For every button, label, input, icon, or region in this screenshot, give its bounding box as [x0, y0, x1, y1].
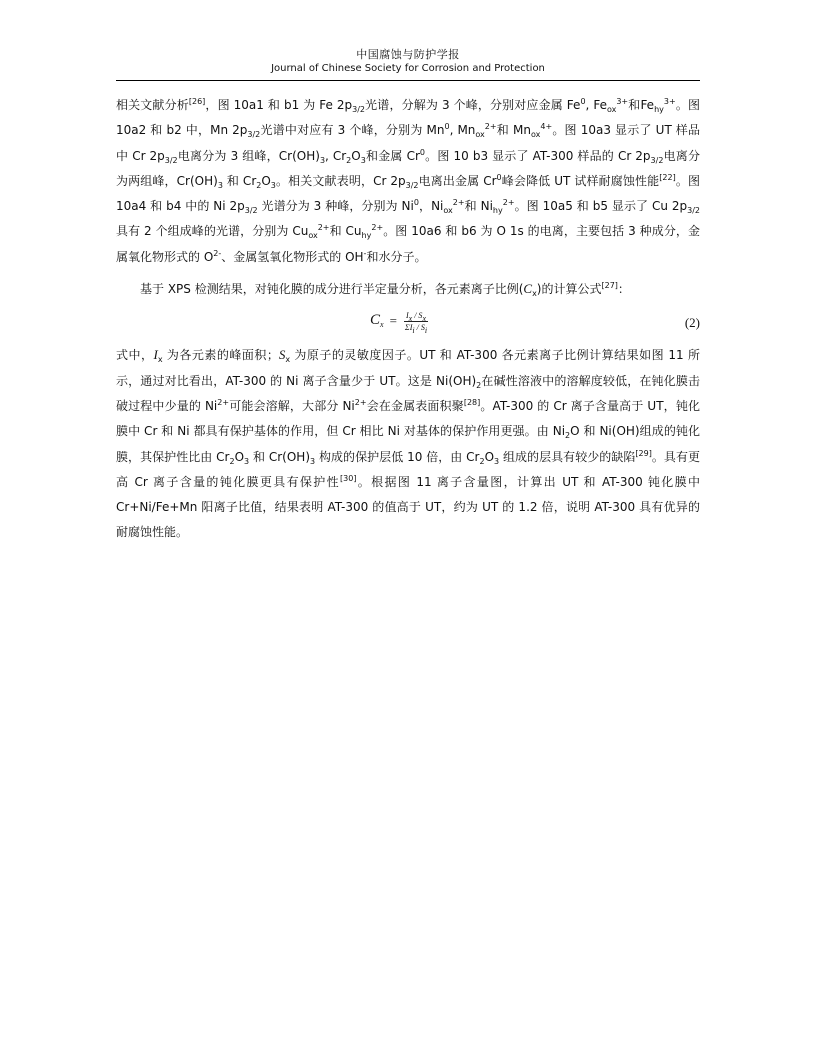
running-header	[116, 48, 700, 76]
equation-body: $C_x$ = $\frac{I_x / S_x}{\Sigma I_i / S_i}$	[370, 310, 428, 335]
equation-fraction: $\frac{I_x / S_x}{\Sigma I_i / S_i}$	[404, 310, 428, 335]
citation: [30]	[340, 473, 357, 483]
equation-2	[116, 304, 700, 340]
paragraph-results-discussion: 式中，$I_x$ 为各元素的峰面积；$S_x$ 为原子的灵敏度因子。UT 和 AT-300 各元素离子比例计算结果如图 11 所示，通过对比看出，AT-300 的 Ni 离子含量少于 UT。这是 $Ni(OH)_2$在碱性溶液中的溶解度较低，在钝化膜击破过程中少量的 $Ni^{2+}$可能会溶解，大部分 $Ni^{2+}$会在金属表面积聚[28]。AT-300 的 Cr 离子含量高于 UT，钝化膜中 Cr 和 Ni 都具有保护基体的作用，但 Cr 相比 Ni 对基体的保护作用更强。由 $Ni_2O$ 和 Ni(OH)组成的钝化膜，其保护性比由 $Cr_2O_3$ 和 $Cr(OH)_3$ 构成的保护层低 10 倍，由 $Cr_2O_3$ 组成的层具有较少的缺陷[29]。具有更高 Cr 离子含量的钝化膜更具有保护性[30]。根据图 11 离子含量图，计算出 UT 和 AT-300 钝化膜中 Cr+Ni/Fe+Mn 阳离子比值，结果表明 AT-300 的值高于 UT，约为 UT 的 1.2 倍，说明 AT-300 具有优异的耐腐蚀性能。	[116, 347, 701, 540]
paragraph-xps-spectra: 相关文献分析[26]，图 10a1 和 b1 为 Fe $2p_{3/2}$光谱，分解为 3 个峰，分别对应金属 Fe$^0$, $Fe_{ox}^{3+}$和$Fe_{hy}^{3+}$。图 10a2 和 b2 中，Mn $2p_{3/2}$光谱中对应有 3 个峰，分别为 Mn$^0$, $Mn_{ox}^{2+}$和 $Mn_{ox}^{4+}$。图 10a3 显示了 UT 样品中 Cr $2p_{3/2}$电离分为 3 组峰，$Cr(OH)_3$, $Cr_2O_3$和金属 Cr$^0$。图 10 b3 显示了 AT-300 样品的 Cr $2p_{3/2}$电离分为两组峰，$Cr(OH)_3$ 和 $Cr_2O_3$。相关文献表明，Cr $2p_{3/2}$电离出金属 Cr$^0$峰会降低 UT 试样耐腐蚀性能[22]。图 10a4 和 b4 中的 Ni $2p_{3/2}$ 光谱分为 3 种峰，分别为 Ni$^0$，$Ni_{ox}^{2+}$和 $Ni_{hy}^{2+}$。图 10a5 和 b5 显示了 Cu $2p_{3/2}$ 具有 2 个组成峰的光谱，分别为 $Cu_{ox}^{2+}$和 $Cu_{hy}^{2+}$。图 10a6 和 b6 为 O 1s 的电离，主要包括 3 种成分，金属氧化物形式的 $O^{2-}$、金属氢氧化物形式的 OH-和水分子。	[116, 97, 700, 264]
citation: [26]	[188, 97, 206, 106]
citation: [27]	[601, 281, 618, 291]
header-rule	[116, 80, 700, 81]
body-text	[116, 93, 700, 546]
citation: [22]	[659, 172, 676, 182]
paragraph-semi-quantitative: 基于 XPS 检测结果，对钝化膜的成分进行半定量分析，各元素离子比例$(C_x)$的计算公式[27]：	[140, 281, 630, 299]
citation: [28]	[463, 397, 481, 407]
citation: [29]	[635, 448, 652, 458]
equation-number: (2)	[684, 315, 700, 331]
journal-title-cn: 中国腐蚀与防护学报	[356, 48, 460, 61]
journal-title-en: Journal of Chinese Society for Corrosion and Protection	[271, 63, 545, 74]
